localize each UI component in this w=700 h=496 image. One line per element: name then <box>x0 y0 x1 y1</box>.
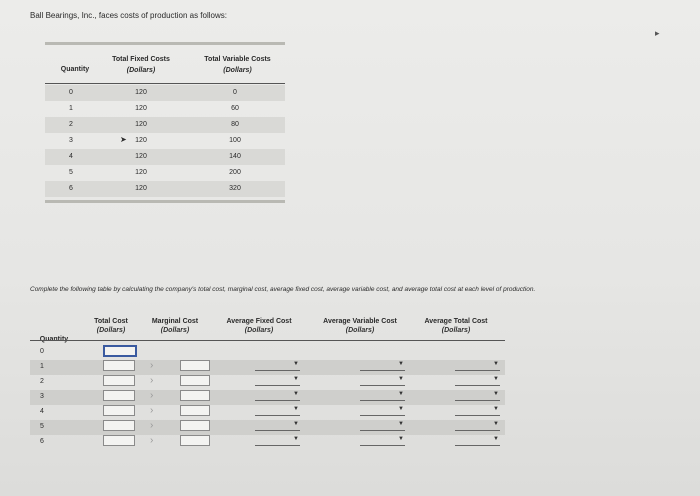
chevron-down-icon: ▼ <box>293 376 299 382</box>
average-total-cost-dropdown[interactable] <box>455 360 500 371</box>
chevron-down-icon: ▼ <box>493 361 499 367</box>
table-row: 2 › ▼ ▼ ▼ <box>40 375 499 386</box>
marginal-cost-input[interactable] <box>180 390 210 401</box>
chevron-right-icon: › <box>150 375 154 386</box>
chevron-right-icon: › <box>150 360 154 371</box>
col-header-total-cost: Total Cost (Dollars) <box>94 318 128 334</box>
average-variable-cost-dropdown[interactable] <box>360 375 405 386</box>
total-cost-input[interactable] <box>103 390 135 401</box>
chevron-right-icon: › <box>150 405 154 416</box>
average-variable-cost-dropdown[interactable] <box>360 435 405 446</box>
marginal-cost-input[interactable] <box>180 375 210 386</box>
table-row: 6 › ▼ ▼ ▼ <box>40 435 499 446</box>
table-row: 4 › ▼ ▼ ▼ <box>40 405 499 416</box>
marginal-cost-input[interactable] <box>180 405 210 416</box>
average-total-cost-dropdown[interactable] <box>455 420 500 431</box>
col-header-average-fixed-cost: Average Fixed Cost (Dollars) <box>226 318 292 334</box>
chevron-right-icon: ▸ <box>655 28 660 38</box>
col-header-average-total-cost: Average Total Cost (Dollars) <box>424 318 488 334</box>
header-divider <box>30 340 505 341</box>
table-top-rule <box>45 42 285 45</box>
chevron-down-icon: ▼ <box>293 421 299 427</box>
average-fixed-cost-dropdown[interactable] <box>255 375 300 386</box>
chevron-down-icon: ▼ <box>398 361 404 367</box>
chevron-down-icon: ▼ <box>398 436 404 442</box>
table-row: 1 › ▼ ▼ ▼ <box>30 360 505 375</box>
col-header-average-variable-cost: Average Variable Cost (Dollars) <box>323 318 397 334</box>
total-cost-input[interactable] <box>103 405 135 416</box>
header-divider <box>45 83 285 84</box>
chevron-down-icon: ▼ <box>493 436 499 442</box>
average-total-cost-dropdown[interactable] <box>455 435 500 446</box>
chevron-down-icon: ▼ <box>398 406 404 412</box>
total-cost-input[interactable] <box>103 420 135 431</box>
average-total-cost-dropdown[interactable] <box>455 375 500 386</box>
average-total-cost-dropdown[interactable] <box>455 405 500 416</box>
chevron-down-icon: ▼ <box>493 391 499 397</box>
chevron-down-icon: ▼ <box>398 391 404 397</box>
average-fixed-cost-dropdown[interactable] <box>255 435 300 446</box>
marginal-cost-input[interactable] <box>180 360 210 371</box>
total-cost-input[interactable] <box>103 375 135 386</box>
table-row: 1 120 60 <box>69 105 239 112</box>
table-row: 3 120 100 <box>69 137 241 144</box>
table-row: 5 › ▼ ▼ ▼ <box>30 420 505 435</box>
total-cost-input[interactable] <box>103 345 137 357</box>
table-row: 0 <box>30 345 505 360</box>
chevron-down-icon: ▼ <box>293 361 299 367</box>
average-variable-cost-dropdown[interactable] <box>360 420 405 431</box>
mouse-cursor-icon: ➤ <box>120 135 127 144</box>
cost-data-table <box>45 42 285 206</box>
average-fixed-cost-dropdown[interactable] <box>255 405 300 416</box>
chevron-down-icon: ▼ <box>493 421 499 427</box>
chevron-right-icon: › <box>150 420 154 431</box>
chevron-down-icon: ▼ <box>398 376 404 382</box>
average-variable-cost-dropdown[interactable] <box>360 360 405 371</box>
chevron-right-icon: › <box>150 390 154 401</box>
table-row: 3 › ▼ ▼ ▼ <box>30 390 505 405</box>
total-cost-input[interactable] <box>103 435 135 446</box>
average-variable-cost-dropdown[interactable] <box>360 390 405 401</box>
marginal-cost-input[interactable] <box>180 420 210 431</box>
table-row: 2 120 80 <box>45 117 285 133</box>
chevron-down-icon: ▼ <box>398 421 404 427</box>
col-header-marginal-cost: Marginal Cost (Dollars) <box>151 318 199 334</box>
total-cost-input[interactable] <box>103 360 135 371</box>
instructions-text: Complete the following table by calculating the company's total cost, marginal cost, average fixed cost, average variable cost, and average total cost at each level of production. <box>30 286 536 293</box>
table-row: 0 120 0 <box>45 85 285 101</box>
chevron-down-icon: ▼ <box>293 391 299 397</box>
col-header-total-fixed-costs: Total Fixed Costs (Dollars) <box>112 56 170 74</box>
chevron-right-icon: › <box>150 435 154 446</box>
cost-calculation-table <box>30 318 510 458</box>
average-fixed-cost-dropdown[interactable] <box>255 420 300 431</box>
chevron-down-icon: ▼ <box>493 376 499 382</box>
average-fixed-cost-dropdown[interactable] <box>255 360 300 371</box>
table-bottom-rule <box>45 200 285 203</box>
col-header-quantity: Quantity <box>60 66 90 73</box>
chevron-down-icon: ▼ <box>293 436 299 442</box>
col-header-total-variable-costs: Total Variable Costs (Dollars) <box>204 56 271 74</box>
average-total-cost-dropdown[interactable] <box>455 390 500 401</box>
chevron-down-icon: ▼ <box>293 406 299 412</box>
table-row: 5 120 200 <box>69 169 241 176</box>
intro-text: Ball Bearings, Inc., faces costs of production as follows: <box>30 11 227 20</box>
chevron-down-icon: ▼ <box>493 406 499 412</box>
average-fixed-cost-dropdown[interactable] <box>255 390 300 401</box>
table-row: 6 120 320 <box>45 181 285 197</box>
marginal-cost-input[interactable] <box>180 435 210 446</box>
average-variable-cost-dropdown[interactable] <box>360 405 405 416</box>
table-row: 4 120 140 <box>45 149 285 165</box>
